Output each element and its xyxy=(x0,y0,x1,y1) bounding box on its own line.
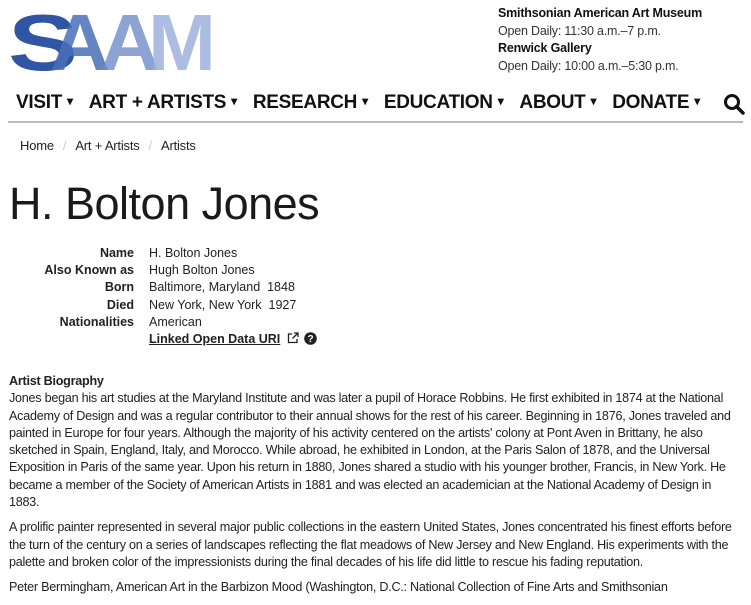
breadcrumb xyxy=(20,138,196,153)
fact-value: New York, New York 1927 xyxy=(149,297,297,312)
nav-about[interactable] xyxy=(519,92,596,114)
fact-value: Hugh Bolton Jones xyxy=(149,263,255,278)
nav-research[interactable] xyxy=(253,92,368,114)
saam-logo[interactable] xyxy=(8,8,218,72)
breadcrumb-home[interactable]: Home xyxy=(20,138,54,153)
external-link-icon[interactable] xyxy=(287,332,299,344)
nav-divider xyxy=(8,121,743,123)
gallery-hours-text: Open Daily: 10:00 a.m.–5:30 p.m. xyxy=(498,58,679,73)
fact-label-empty xyxy=(0,331,134,348)
biography-heading: Artist Biography xyxy=(9,374,104,388)
caret-down-icon: ▾ xyxy=(231,94,237,108)
fact-label: Name xyxy=(99,246,134,260)
linked-open-data-link[interactable]: Linked Open Data URI xyxy=(149,332,281,347)
nav-art-artists[interactable] xyxy=(89,92,237,114)
svg-text:S: S xyxy=(8,8,78,72)
breadcrumb-art-artists[interactable]: Art + Artists xyxy=(75,138,140,153)
museum-hours xyxy=(498,5,702,75)
nav-visit[interactable] xyxy=(16,92,73,114)
nav-label: ART + ARTISTS xyxy=(88,92,227,113)
page-title: H. Bolton Jones xyxy=(9,178,320,229)
breadcrumb-separator: / xyxy=(148,138,152,153)
fact-label: Nationalities xyxy=(59,314,134,329)
nav-label: ABOUT xyxy=(519,92,586,113)
nav-label: DONATE xyxy=(612,92,690,113)
biography-paragraph: Jones began his art studies at the Maryland Institute and was later a pupil of Horace Robbins. He first exhibited in 1874 at the National Academy of Design and was a regular contributor to their annual shows for the rest of his career. Beginning in 1876, Jones traveled and painted in Europe for four years. Although the majority of his activity centered on the artists' colony at Pont Aven in Brittany, he also sketched in Spain, England, Italy, and Morocco. While abroad, he exhibited in London, at the Paris Salon of 1878, and the Universal Exposition in Paris of the same year. Upon his return in 1880, Jones shared a studio with his younger brother, Francis, in New York. He became a member of the Society of American Artists in 1881 and was elected an academician at the National Academy of Design in 1883. xyxy=(9,391,731,510)
breadcrumb-separator: / xyxy=(62,138,67,153)
fact-row xyxy=(0,297,317,314)
nav-education[interactable] xyxy=(384,92,504,114)
fact-label: Born xyxy=(104,280,134,295)
fact-value: American xyxy=(149,314,202,329)
artist-biography xyxy=(9,373,744,605)
breadcrumb-artists[interactable]: Artists xyxy=(160,138,196,153)
nav-donate[interactable] xyxy=(612,92,700,114)
fact-row xyxy=(0,262,317,279)
fact-label: Also Known as xyxy=(44,263,134,278)
fact-row xyxy=(0,314,317,331)
svg-text:A: A xyxy=(100,8,160,72)
fact-row xyxy=(0,331,317,348)
fact-value: Baltimore, Maryland 1848 xyxy=(149,280,295,295)
museum-hours-text: Open Daily: 11:30 a.m.–7 p.m. xyxy=(498,23,661,38)
biography-citation: Peter Bermingham, American Art in the Barbizon Mood (Washington, D.C.: National Collection of Fine Arts and Smithsonian xyxy=(9,580,668,595)
biography-paragraph: A prolific painter represented in several major public collections in the eastern United States, Jones concentrated his finest efforts before the turn of the century on a series of landscapes reflecting the flat meadows of New Jersey and New England. His experiments with the palette and broken color of the impressionists during the final decades of his life did little to rescue his fading reputation. xyxy=(9,520,732,569)
fact-label: Died xyxy=(106,297,134,312)
fact-row xyxy=(0,279,317,296)
caret-down-icon: ▾ xyxy=(590,94,597,108)
fact-row xyxy=(0,245,317,262)
search-icon[interactable] xyxy=(723,93,745,115)
nav-label: VISIT xyxy=(16,92,63,113)
svg-text:A: A xyxy=(50,8,110,72)
caret-down-icon: ▾ xyxy=(497,94,504,108)
gallery-name[interactable]: Renwick Gallery xyxy=(498,41,592,55)
museum-name[interactable]: Smithsonian American Art Museum xyxy=(498,6,703,20)
fact-value: H. Bolton Jones xyxy=(149,246,238,260)
caret-down-icon: ▾ xyxy=(362,94,368,108)
caret-down-icon: ▾ xyxy=(694,94,700,108)
artist-facts xyxy=(0,245,317,348)
nav-label: RESEARCH xyxy=(252,92,358,113)
help-icon[interactable] xyxy=(304,332,317,345)
nav-label: EDUCATION xyxy=(383,92,493,113)
caret-down-icon: ▾ xyxy=(67,94,73,108)
main-nav xyxy=(16,92,716,114)
svg-text:M: M xyxy=(148,8,216,72)
svg-text:?: ? xyxy=(307,334,314,346)
